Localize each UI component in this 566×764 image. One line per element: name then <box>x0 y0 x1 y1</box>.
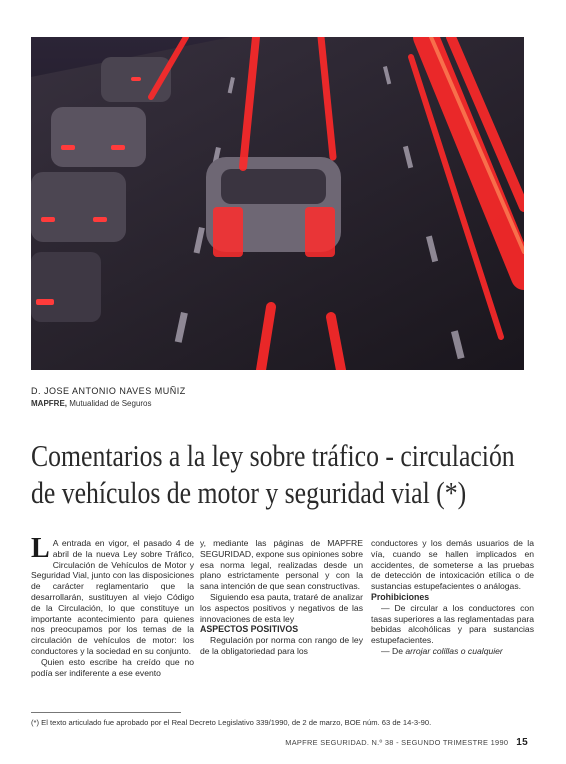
col3-paragraph-3 <box>371 646 534 657</box>
col2-paragraph-3: Regulación por norma con rango de ley de la obligatoriedad para los <box>200 635 363 656</box>
column-3 <box>371 538 534 657</box>
footnote: (*) El texto articulado fue aprobado por el Real Decreto Legislativo 339/1990, de 2 de marzo, BOE núm. 63 de 14-3-90. <box>31 718 432 727</box>
page-footer <box>285 737 528 748</box>
col1-paragraph-2: Quien esto escribe ha creído que no podía ser indiferente a ese evento <box>31 656 194 678</box>
traffic-night-photo-icon <box>31 37 524 370</box>
title-line-1: Comentarios a la ley sobre tráfico - circulación <box>31 438 515 473</box>
col2-paragraph-2: Siguiendo esa pauta, trataré de analizar los aspectos positivos y negativos de las innovaciones de esta ley <box>200 591 363 624</box>
footnote-divider <box>31 712 181 713</box>
col3-paragraph-2: — De circular a los conductores con tasas superiores a las reglamentadas para bebidas alcohólicas y para sustancias estupefacientes. <box>371 602 534 646</box>
footer-text: MAPFRE SEGURIDAD. N.º 38 - SEGUNDO TRIMESTRE 1990 <box>285 738 509 747</box>
page-number: 15 <box>516 737 528 748</box>
affiliation-rest: Mutualidad de Seguros <box>67 399 152 408</box>
subsection-heading: Prohibiciones <box>371 591 430 602</box>
traffic-photo <box>31 37 524 370</box>
col1-paragraph-1 <box>31 533 194 657</box>
title-line-2: de vehículos de motor y seguridad vial (*) <box>31 475 467 510</box>
column-2 <box>200 538 363 657</box>
col3-paragraph-1: conductores y los demás usuarios de la vía, cuando se hallen implicados en accidentes, de someterse a las pruebas de detección de intoxicación etílica o de sustancias estupefacientes o análogas. <box>371 538 534 592</box>
column-1 <box>31 533 194 678</box>
col3-p3-prefix: — De <box>381 645 406 656</box>
col2-paragraph-1: y, mediante las páginas de MAPFRE SEGURIDAD, expone sus opiniones sobre esa norma legal, realizadas desde un plano estrictamente personal y con la sana intención de que sean constructivas. <box>200 538 363 592</box>
author-name: D. JOSE ANTONIO NAVES MUÑIZ <box>31 386 186 396</box>
col1-p1-text: A entrada en vigor, el pasado 4 de abril de la nueva Ley sobre Tráfico, Circulación de Vehículos de Motor y Seguridad Vial, junto con las disposiciones de carácter reglamentario que la desarrollarán, sustituyen al viejo Código de la Circulación, lo que constituye un importante acontecimiento para quienes nos preocupamos por los temas de la circulación de vehículos de motor: los conductores y la sociedad en su conjunto. <box>31 538 194 656</box>
author-affiliation <box>31 399 152 408</box>
affiliation-org: MAPFRE, <box>31 399 67 408</box>
col3-p3-italic: arrojar colillas o cualquier <box>405 645 503 656</box>
section-heading: ASPECTOS POSITIVOS <box>200 624 299 635</box>
drop-cap: L <box>31 533 50 564</box>
article-title <box>31 437 515 511</box>
